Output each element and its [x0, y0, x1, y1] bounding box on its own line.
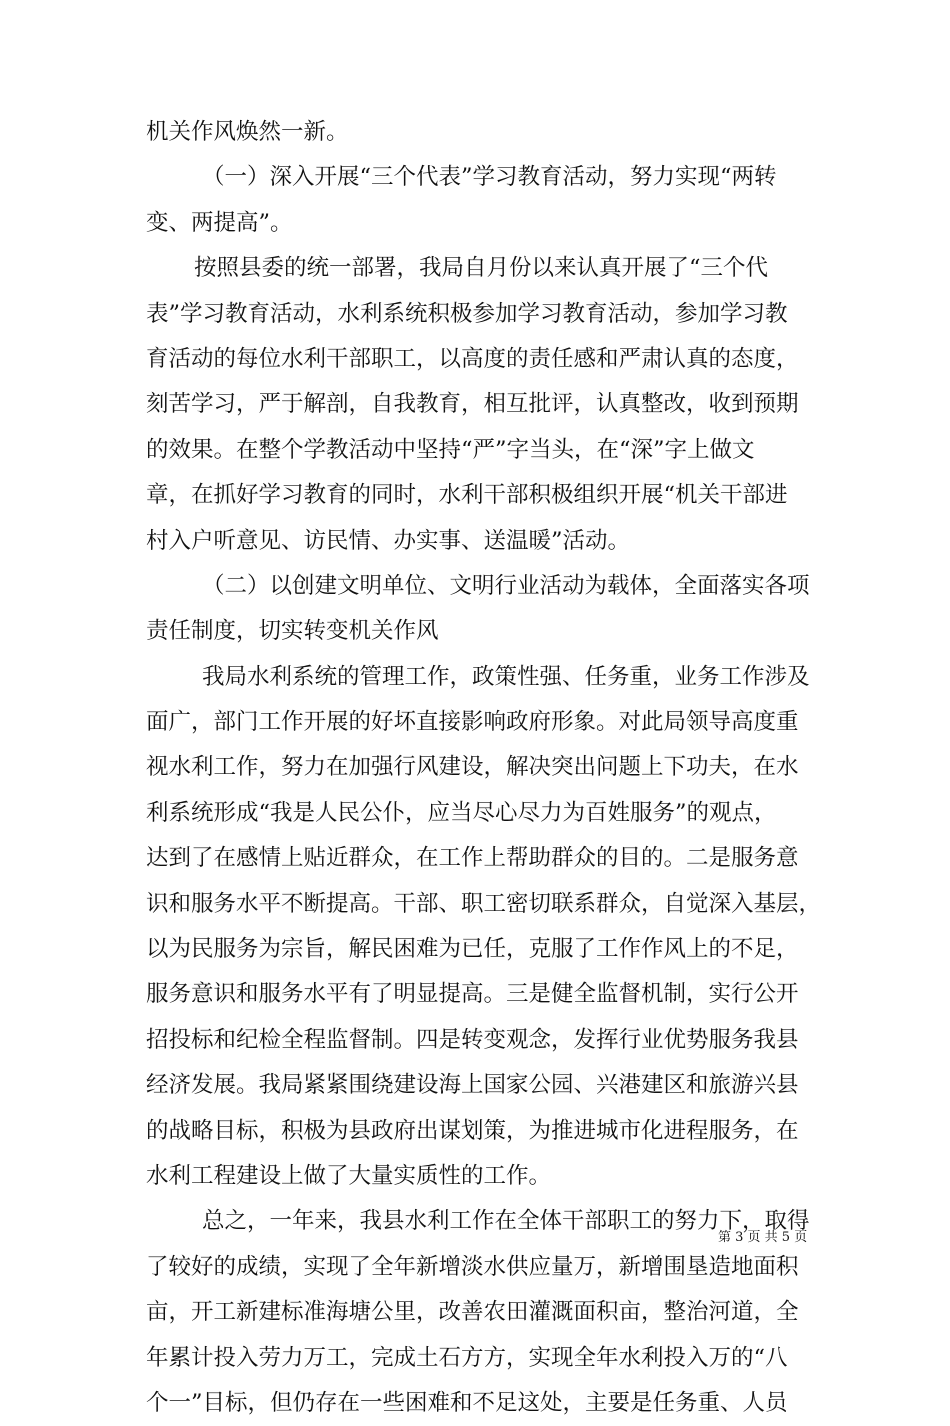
- text-line: 水利工程建设上做了大量实质性的工作。: [146, 1162, 552, 1189]
- text-line: 服务意识和服务水平有了明显提高。三是健全监督机制，实行公开: [146, 981, 799, 1008]
- text-line: 招投标和纪检全程监督制。四是转变观念，发挥行业优势服务我县: [146, 1026, 799, 1053]
- text-line: 以为民服务为宗旨，解民困难为已任，克服了工作作风上的不足，: [146, 936, 799, 963]
- text-line: 面广，部门工作开展的好坏直接影响政府形象。对此局领导高度重: [146, 709, 799, 736]
- section-heading-cont: 责任制度，切实转变机关作风: [146, 618, 439, 645]
- text-line: 的战略目标，积极为县政府出谋划策，为推进城市化进程服务，在: [146, 1117, 799, 1144]
- text-line: 亩，开工新建标准海塘公里，改善农田灌溉面积亩，整治河道，全: [146, 1299, 799, 1326]
- text-line: 达到了在感情上贴近群众，在工作上帮助群众的目的。二是服务意: [146, 845, 799, 872]
- text-line: 识和服务水平不断提高。干部、职工密切联系群众，自觉深入基层，: [146, 890, 822, 917]
- page-number: 第 3 页 共 5 页: [718, 1230, 808, 1245]
- paragraph-start: 我局水利系统的管理工作，政策性强、任务重，业务工作涉及: [202, 663, 810, 690]
- section-heading: （一）深入开展“三个代表”学习教育活动，努力实现“两转: [202, 164, 777, 191]
- paragraph-start: 总之，一年来，我县水利工作在全体干部职工的努力下，取得: [202, 1208, 810, 1235]
- text-line: 了较好的成绩，实现了全年新增淡水供应量万，新增围垦造地面积: [146, 1253, 799, 1280]
- text-line: 年累计投入劳力万工，完成土石方方，实现全年水利投入万的“八: [146, 1344, 788, 1371]
- section-heading-cont: 变、两提高”。: [146, 209, 293, 236]
- text-line: 利系统形成“我是人民公仆，应当尽心尽力为百姓服务”的观点，: [146, 799, 777, 826]
- paragraph-start: 按照县委的统一部署，我局自月份以来认真开展了“三个代: [194, 255, 769, 282]
- text-line: 的效果。在整个学教活动中坚持“严”字当头，在“深”字上做文: [146, 436, 755, 463]
- text-line: 表”学习教育活动，水利系统积极参加学习教育活动，参加学习教: [146, 300, 788, 327]
- text-line: 章，在抓好学习教育的同时，水利干部积极组织开展“机关干部进: [146, 482, 788, 509]
- text-line: 育活动的每位水利干部职工，以高度的责任感和严肃认真的态度，: [146, 345, 799, 372]
- text-line: 机关作风焕然一新。: [146, 119, 349, 145]
- text-line: 刻苦学习，严于解剖，自我教育，相互批评，认真整改，收到预期: [146, 391, 799, 418]
- text-line: 村入户听意见、访民情、办实事、送温暖”活动。: [146, 527, 631, 554]
- text-line: 经济发展。我局紧紧围绕建设海上国家公园、兴港建区和旅游兴县: [146, 1072, 799, 1099]
- text-line: 视水利工作，努力在加强行风建设，解决突出问题上下功夫，在水: [146, 754, 799, 781]
- text-line: 个一”目标，但仍存在一些困难和不足这处，主要是任务重、人员: [146, 1389, 788, 1416]
- section-heading: （二）以创建文明单位、文明行业活动为载体，全面落实各项: [202, 572, 810, 599]
